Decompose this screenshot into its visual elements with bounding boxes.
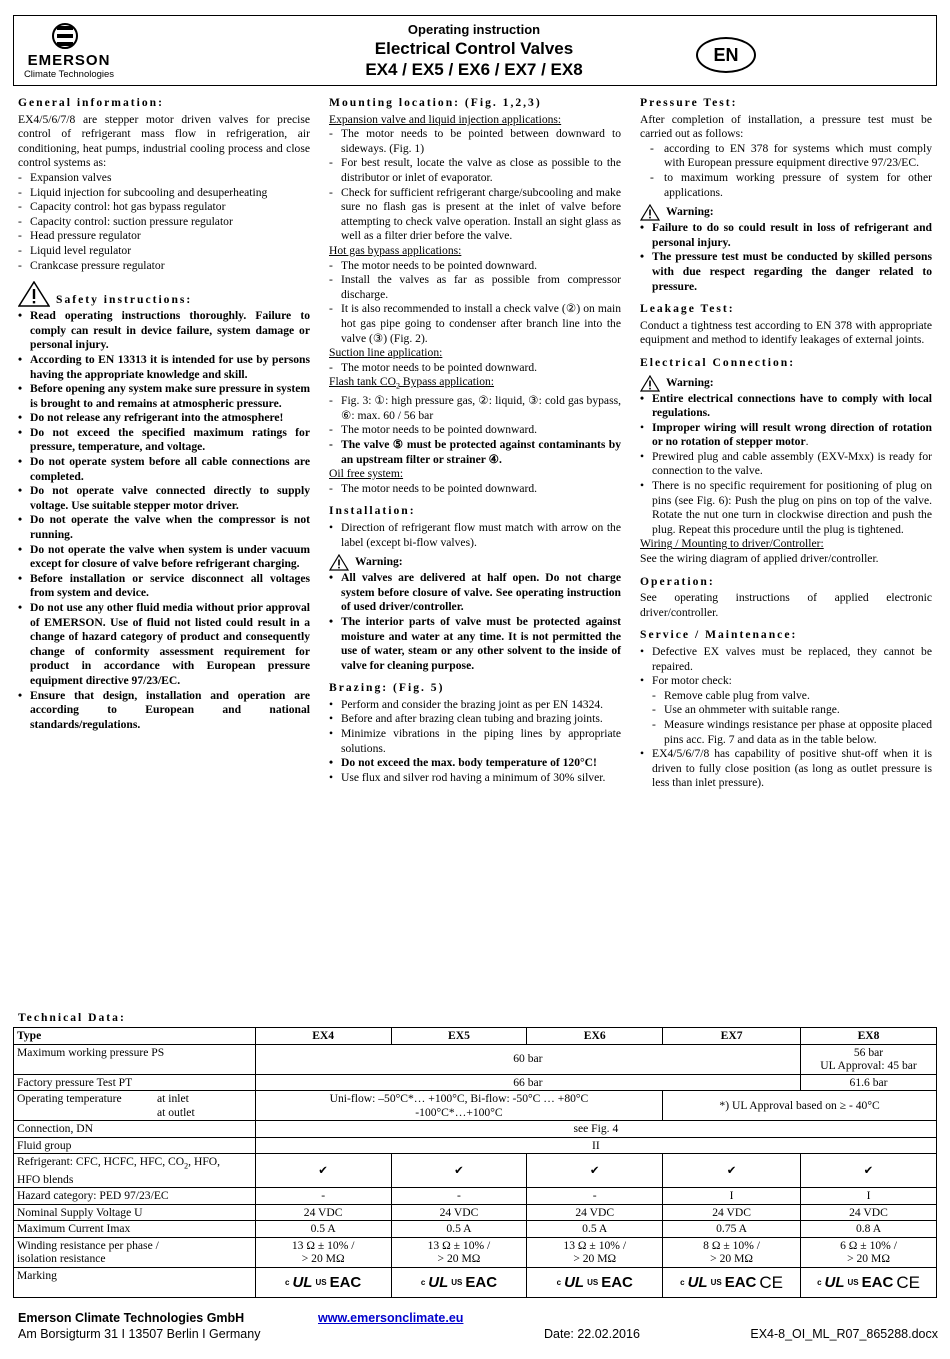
wiring-subheading: Wiring / Mounting to driver/Controller: [640, 537, 824, 551]
list-item: - Crankcase pressure regulator [18, 259, 310, 274]
table-cell: 24 VDC [391, 1204, 527, 1221]
language-badge: EN [696, 37, 756, 73]
table-cell: I [801, 1188, 937, 1205]
table-cell: 66 bar [255, 1074, 800, 1091]
list-item: • Do not operate system before all cable connections are completed. [18, 455, 310, 484]
list-item: - For best result, locate the valve as close as possible to the distributor or inlet of evaporator. [329, 156, 621, 185]
op-line1: Uni-flow: –50°C*… +100°C, Bi-flow: -50°C … +80°C [329, 1092, 589, 1105]
ref-label-a: Refrigerant: CFC, HCFC, HFC, CO [17, 1155, 185, 1168]
installation-list [329, 521, 621, 550]
list-item: • Before installation or service disconnect all voltages from system and device. [18, 572, 310, 601]
warning-triangle-icon [640, 375, 660, 392]
op-label: Operating temperature [17, 1092, 122, 1105]
list-item: • Do not exceed the specified maximum ratings for pressure, temperature, and voltage. [18, 426, 310, 455]
table-cell [527, 1237, 663, 1267]
service-list [640, 645, 932, 689]
flash-title-a: Flash tank CO [329, 375, 396, 389]
pressure-warning-list [640, 221, 932, 294]
list-item: - Capacity control: suction pressure regulator [18, 215, 310, 230]
oilfree-list [329, 482, 621, 497]
flash-list [329, 394, 621, 467]
check-icon: ✔ [391, 1154, 527, 1188]
table-cell: Connection, DN [14, 1121, 256, 1138]
table-cell: Factory pressure Test PT [14, 1074, 256, 1091]
list-item: - The motor needs to be pointed downward. [329, 361, 621, 376]
suction-list [329, 361, 621, 376]
ul-us-mark: US [847, 1278, 859, 1288]
wind-b: > 20 MΩ [437, 1252, 481, 1266]
list-item: • Do not operate valve connected directly to supply voltage. Use suitable stepper motor driver. [18, 484, 310, 513]
table-row [14, 1188, 937, 1205]
table-cell: - [391, 1188, 527, 1205]
ul-logo-icon: UL [428, 1274, 449, 1292]
flash-subheading [329, 375, 621, 394]
table-cell: EX6 [527, 1028, 663, 1045]
list-item [640, 421, 932, 450]
ce-logo-icon: CE [896, 1273, 920, 1293]
eac-logo-icon: EAC [861, 1274, 894, 1292]
eac-logo-icon: EAC [724, 1274, 757, 1292]
table-cell [14, 1154, 256, 1188]
list-item: • Before opening any system make sure pressure in system is brought to and remains at atmospheric pressure. [18, 382, 310, 411]
marking-logos [557, 1276, 633, 1290]
list-item: - The motor needs to be pointed downward. [329, 423, 621, 438]
table-row [14, 1154, 937, 1188]
table-cell: II [255, 1137, 936, 1154]
tech-heading: Technical Data: [18, 1011, 126, 1024]
table-cell: 0.5 A [527, 1221, 663, 1238]
warning-label: Warning: [666, 205, 714, 219]
pressure-list [640, 142, 932, 200]
list-item: - The motor needs to be pointed between downward to sideways. (Fig. 1) [329, 127, 621, 156]
list-item: • Failure to do so could result in loss of refrigerant and personal injury. [640, 221, 932, 250]
mounting-heading: Mounting location: (Fig. 1,2,3) [329, 96, 542, 109]
emerson-logo [19, 23, 119, 83]
warning-triangle-icon [640, 204, 660, 221]
list-item: • All valves are delivered at half open. Do not charge system before closure of valve. See operating instruction of used driver/controller. [329, 571, 621, 615]
list-item: • Use flux and silver rod having a minimum of 30% silver. [329, 771, 621, 786]
application-list [18, 171, 310, 273]
ul-us-mark: US [710, 1278, 722, 1288]
list-item: - Liquid injection for subcooling and desuperheating [18, 186, 310, 201]
marking-logos [680, 1273, 784, 1293]
ce-logo-icon: CE [759, 1273, 784, 1293]
safety-heading-row [18, 281, 310, 307]
leakage-heading: Leakage Test: [640, 302, 735, 316]
list-item: • Do not release any refrigerant into the atmosphere! [18, 411, 310, 426]
leakage-text: Conduct a tightness test according to EN 378 with appropriate equipment and method to identify leakages of external joints. [640, 318, 932, 347]
wind-a: 8 Ω ± 10% / [703, 1238, 760, 1252]
table-row [14, 1091, 937, 1121]
hotgas-subheading: Hot gas bypass applications: [329, 243, 462, 257]
list-item: - Remove cable plug from valve. [652, 689, 932, 704]
table-cell: 0.75 A [663, 1221, 801, 1238]
table-cell: EX8 [801, 1028, 937, 1045]
list-item: • EX4/5/6/7/8 has capability of positive shut-off when it is driven to fully close position (as long as outlet pressure is less than inlet pressure). [640, 747, 932, 791]
document-filename: EX4-8_OI_ML_R07_865288.docx [750, 1327, 938, 1341]
table-row [14, 1237, 937, 1267]
safety-list [18, 309, 310, 732]
marking-cell [663, 1267, 801, 1297]
wind-b: > 20 MΩ [847, 1252, 890, 1266]
ul-us-mark: US [315, 1278, 327, 1288]
list-item: • Prewired plug and cable assembly (EXV-Mxx) is ready for connection to the valve. [640, 450, 932, 479]
ul-us-mark: US [587, 1278, 599, 1288]
list-item: - to maximum working pressure of system for other applications. [640, 171, 932, 200]
marking-cell [255, 1267, 391, 1297]
wind-b: > 20 MΩ [301, 1252, 345, 1266]
expansion-list [329, 127, 621, 244]
wiring-warning-text: Improper wiring will result wrong direction of rotation or no rotation of stepper motor [652, 420, 932, 449]
doc-title: Electrical Control Valves [374, 39, 574, 58]
ul-logo-icon: UL [687, 1274, 708, 1292]
table-row [14, 1044, 937, 1074]
table-cell: Marking [14, 1267, 256, 1297]
ul-logo-icon: UL [292, 1274, 313, 1292]
table-cell: Nominal Supply Voltage U [14, 1204, 256, 1221]
list-item: • Entire electrical connections have to comply with local regulations. [640, 392, 932, 421]
pressure-heading: Pressure Test: [640, 96, 738, 109]
table-cell: Maximum working pressure PS [14, 1044, 256, 1074]
ul-c-mark: c [680, 1278, 685, 1288]
op-outlet: at outlet [157, 1105, 195, 1119]
ul-logo-icon: UL [824, 1274, 845, 1292]
ul-c-mark: c [556, 1278, 562, 1288]
list-item: - Install the valves as far as possible from compressor discharge. [329, 273, 621, 302]
marking-cell [801, 1267, 937, 1297]
table-row [14, 1137, 937, 1154]
table-cell: Type [14, 1028, 256, 1045]
warning-label: Warning: [666, 375, 714, 389]
table-cell: - [255, 1188, 391, 1205]
list-item: - Head pressure regulator [18, 229, 310, 244]
list-item: - The motor needs to be pointed downward. [329, 482, 621, 497]
brand-subtitle: Climate Technologies [23, 69, 115, 80]
wind-a: 6 Ω ± 10% / [840, 1238, 897, 1252]
wind-label-a: Winding resistance per phase / [17, 1238, 159, 1252]
wind-a: 13 Ω ± 10% / [427, 1238, 491, 1252]
installation-warning-list [329, 571, 621, 673]
ref-label-c: HFO blends [17, 1172, 74, 1186]
list-item: - It is also recommended to install a check valve (②) on main hot gas pipe going to condenser after branch line into the valve (③) (Fig. 2). [329, 302, 621, 346]
list-item: • For motor check: [640, 674, 932, 689]
column-right [640, 96, 932, 791]
mwp-ex8-b: UL Approval: 45 bar [820, 1059, 917, 1072]
wind-a: 13 Ω ± 10% / [291, 1238, 355, 1252]
marking-cell [391, 1267, 527, 1297]
table-cell [801, 1044, 937, 1074]
table-cell: EX7 [663, 1028, 801, 1045]
warning-triangle-icon [329, 554, 349, 571]
table-cell: 0.5 A [255, 1221, 391, 1238]
table-cell [663, 1237, 801, 1267]
wiring-warning-end: . [805, 435, 809, 449]
list-item: - Fig. 3: ①: high pressure gas, ②: liquid, ③: cold gas bypass, ⑥: max. 60 / 56 bar [329, 394, 621, 423]
oilfree-subheading: Oil free system: [329, 467, 404, 481]
emerson-logo-icon [51, 23, 79, 49]
warning-label: Warning: [355, 555, 403, 569]
flash-title-sub: 2 [396, 381, 400, 391]
warning-triangle-icon [18, 281, 50, 307]
list-item: • Do not operate the valve when system is under vacuum except for closure of valve before refrigerant charging. [18, 543, 310, 572]
mwp-ex8-a: 56 bar [853, 1045, 884, 1059]
list-item: • Do not use any other fluid media without prior approval of EMERSON. Use of fluid not listed could result in a change of hazard category of product and consequently change of conformity assessment requirement for product in accordance with European pressure equipment directive 97/23/EC. [18, 601, 310, 689]
table-cell [14, 1091, 256, 1121]
wiring-text: See the wiring diagram of applied driver/controller. [640, 552, 879, 566]
list-item: - Expansion valves [18, 171, 310, 186]
column-left [18, 96, 310, 732]
table-cell: see Fig. 4 [255, 1121, 936, 1138]
list-item: • Do not exceed the max. body temperature of 120°C! [329, 756, 621, 771]
marking-logos [285, 1276, 361, 1290]
marking-logos [817, 1273, 920, 1293]
list-item: • Read operating instructions thoroughly. Failure to comply can result in device failure, system damage or personal injury. [18, 309, 310, 353]
pressure-warning-row [640, 204, 932, 221]
website-link[interactable]: www.emersonclimate.eu [318, 1311, 464, 1325]
installation-heading: Installation: [329, 504, 416, 518]
brazing-heading: Brazing: (Fig. 5) [329, 681, 445, 695]
eac-logo-icon: EAC [601, 1274, 633, 1292]
list-item: • The interior parts of valve must be protected against moisture and water at any time. It is not permitted the use of water, steam or any other solvent to the inside of valve for cleaning purpose. [329, 615, 621, 673]
table-cell [255, 1237, 391, 1267]
table-cell: 0.8 A [801, 1221, 937, 1238]
list-item: • According to EN 13313 it is intended for use by persons having the appropriate knowledge and skill. [18, 353, 310, 382]
marking-logos [421, 1276, 497, 1290]
list-item: - according to EN 378 for systems which must comply with European pressure equipment directive 97/23/EC. [640, 142, 932, 171]
ul-c-mark: c [817, 1278, 822, 1288]
table-cell: 24 VDC [255, 1204, 391, 1221]
list-item: - The valve ⑤ must be protected against contaminants by an upstream filter or strainer ④. [329, 438, 621, 467]
eac-logo-icon: EAC [465, 1274, 498, 1292]
table-cell: I [663, 1188, 801, 1205]
service-list-end [640, 747, 932, 791]
table-cell: - [527, 1188, 663, 1205]
title-block [304, 22, 644, 80]
list-item: • Before and after brazing clean tubing and brazing joints. [329, 712, 621, 727]
document-header [13, 15, 937, 86]
table-row [14, 1204, 937, 1221]
column-middle [329, 96, 621, 785]
table-row [14, 1121, 937, 1138]
op-line2: -100°C*…+100°C [415, 1105, 503, 1119]
hotgas-list [329, 259, 621, 347]
motor-check-list [652, 689, 932, 747]
table-row [14, 1074, 937, 1091]
table-cell: 60 bar [255, 1044, 800, 1074]
operation-heading: Operation: [640, 574, 715, 588]
ul-c-mark: c [285, 1278, 290, 1288]
table-cell [801, 1237, 937, 1267]
table-row [14, 1267, 937, 1297]
wind-a: 13 Ω ± 10% / [563, 1238, 627, 1252]
service-heading: Service / Maintenance: [640, 628, 798, 642]
table-cell: 24 VDC [663, 1204, 801, 1221]
list-item: - Liquid level regulator [18, 244, 310, 259]
wind-b: > 20 MΩ [573, 1252, 617, 1266]
marking-cell [527, 1267, 663, 1297]
table-cell: EX5 [391, 1028, 527, 1045]
ul-us-mark: US [451, 1278, 463, 1288]
general-heading: General information: [18, 96, 164, 109]
brazing-list [329, 698, 621, 786]
list-item: - Measure windings resistance per phase at opposite placed pins acc. Fig. 7 and data as in the table below. [652, 718, 932, 747]
list-item: • Ensure that design, installation and operation are according to European and national standards/regulations. [18, 689, 310, 733]
company-name: Emerson Climate Technologies GmbH [18, 1311, 245, 1325]
op-inlet: at inlet [157, 1092, 189, 1105]
flash-title-b: Bypass application: [400, 375, 495, 389]
doc-type: Operating instruction [407, 22, 541, 37]
ul-c-mark: c [420, 1278, 426, 1288]
table-cell: 24 VDC [527, 1204, 663, 1221]
table-cell: EX4 [255, 1028, 391, 1045]
list-item: • Do not operate the valve when the compressor is not running. [18, 513, 310, 542]
expansion-subheading: Expansion valve and liquid injection applications: [329, 112, 562, 126]
list-item: - Use an ohmmeter with suitable range. [652, 703, 932, 718]
ref-label-sub: 2 [184, 1161, 189, 1171]
list-item: • Minimize vibrations in the piping lines by appropriate solutions. [329, 727, 621, 756]
eac-logo-icon: EAC [329, 1274, 362, 1292]
check-icon: ✔ [255, 1154, 391, 1188]
list-item: - The motor needs to be pointed downward. [329, 259, 621, 274]
list-item: - Check for sufficient refrigerant charge/subcooling and make sure no flash gas is present at the inlet of valve before attempting to check valve operation. Install an sight glass as well as a filter drier before the valve. [329, 186, 621, 244]
table-cell: 61.6 bar [801, 1074, 937, 1091]
document-date: Date: 22.02.2016 [544, 1327, 640, 1341]
table-cell: Hazard category: PED 97/23/EC [14, 1188, 256, 1205]
electrical-list [640, 392, 932, 538]
table-cell [14, 1237, 256, 1267]
electrical-warning-row [640, 375, 932, 392]
list-item: • There is no specific requirement for positioning of plug on pins (see Fig. 6): Push the plug on pins on top of the valve. Rotate the nut one turn in clockwise direction and push the plug. Repeat this procedure until the plug is tightened. [640, 479, 932, 537]
pressure-intro: After completion of installation, a pressure test must be carried out as follows: [640, 112, 932, 141]
electrical-heading: Electrical Connection: [640, 355, 796, 369]
operation-text: See operating instructions of applied electronic driver/controller. [640, 591, 932, 619]
list-item: • Defective EX valves must be replaced, they cannot be repaired. [640, 645, 932, 674]
doc-models: EX4 / EX5 / EX6 / EX7 / EX8 [365, 60, 583, 79]
list-item: - Capacity control: hot gas bypass regulator [18, 200, 310, 215]
table-row [14, 1028, 937, 1045]
wind-b: > 20 MΩ [710, 1252, 754, 1266]
ul-logo-icon: UL [564, 1274, 585, 1292]
suction-subheading: Suction line application: [329, 346, 443, 360]
check-icon: ✔ [801, 1154, 937, 1188]
technical-data-table [13, 1027, 937, 1298]
check-icon: ✔ [527, 1154, 663, 1188]
table-cell: Maximum Current Imax [14, 1221, 256, 1238]
check-icon: ✔ [663, 1154, 801, 1188]
wind-label-b: isolation resistance [17, 1252, 106, 1266]
table-cell: *) UL Approval based on ≥ - 40°C [663, 1091, 937, 1121]
list-item: • Direction of refrigerant flow must match with arrow on the label (except bi-flow valves). [329, 521, 621, 550]
brand-name: EMERSON [27, 52, 111, 69]
table-cell [255, 1091, 662, 1121]
general-intro: EX4/5/6/7/8 are stepper motor driven valves for precise control of refrigerant mass flow in refrigeration, air conditioning, heat pumps, industrial cooling process and close control systems as: [18, 112, 310, 170]
table-cell: 24 VDC [801, 1204, 937, 1221]
safety-heading: Safety instructions: [56, 292, 193, 306]
table-cell: Fluid group [14, 1137, 256, 1154]
list-item: • The pressure test must be conducted by skilled persons with due respect regarding the danger related to pressure. [640, 250, 932, 294]
ref-label-b: , HFO, [188, 1155, 221, 1168]
list-item: • Perform and consider the brazing joint as per EN 14324. [329, 698, 621, 713]
table-cell: 0.5 A [391, 1221, 527, 1238]
installation-warning-row [329, 554, 621, 571]
company-address: Am Borsigturm 31 I 13507 Berlin I Germany [18, 1327, 261, 1341]
table-row [14, 1221, 937, 1238]
table-cell [391, 1237, 527, 1267]
